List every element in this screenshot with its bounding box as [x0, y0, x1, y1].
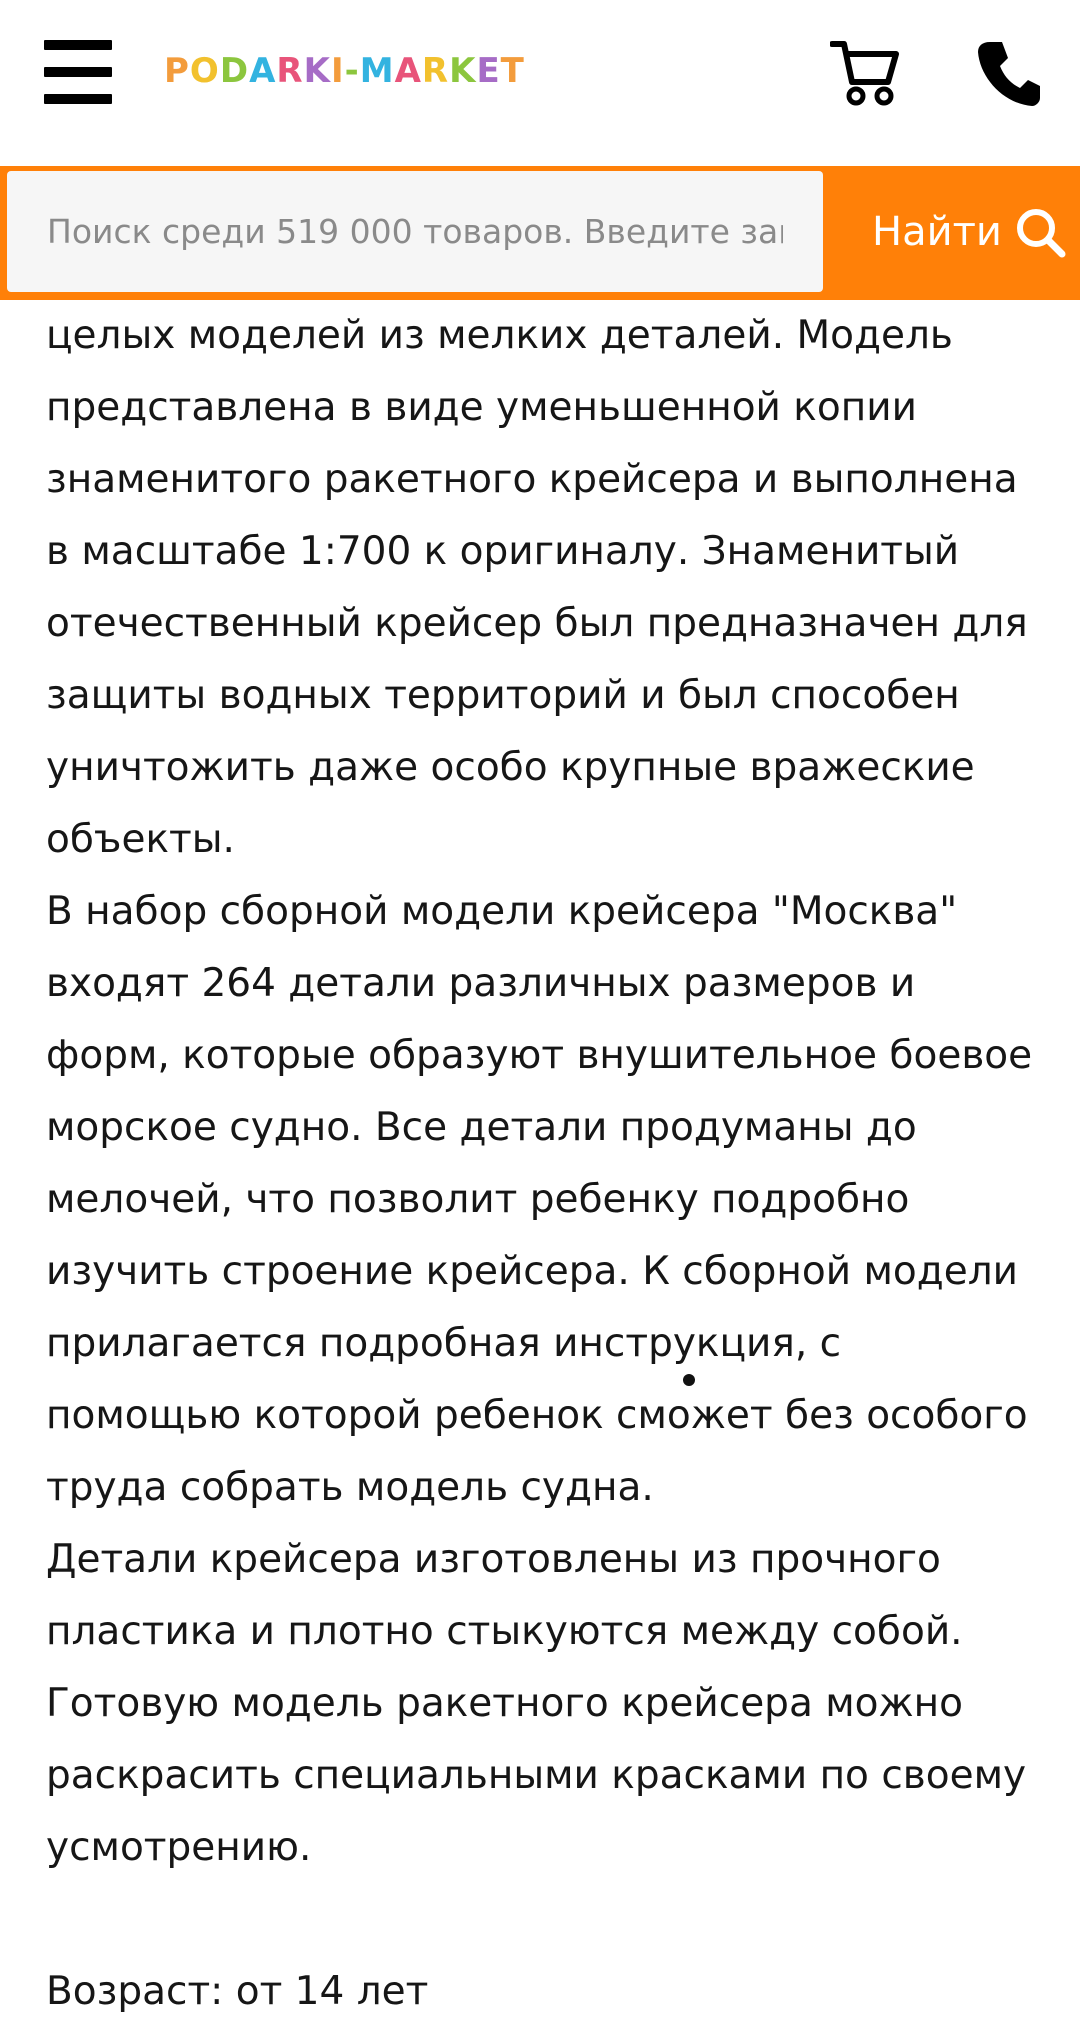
cart-icon[interactable] [830, 38, 900, 108]
search-input[interactable] [7, 171, 823, 292]
logo-letter: P [164, 51, 190, 91]
description-paragraph-2: В набор сборной модели крейсера "Москва" входят 264 детали различных размеров и форм, которые образуют внушительное боевое морское судно. Все детали продуманы до мелочей, что позволит ребенку подробно изучить строение крейсера. К сборной модели прилагается подробная инструкция, с помощью которой ребенок сможет без особого труда собрать модель судна. [46, 889, 1033, 1510]
logo-letter: E [476, 51, 501, 91]
phone-icon[interactable] [976, 38, 1042, 108]
search-button[interactable] [848, 171, 1080, 292]
logo-letter: A [394, 51, 422, 91]
logo-letter: R [421, 51, 450, 91]
logo-letter: R [276, 51, 304, 91]
touch-cursor-dot [683, 1374, 695, 1386]
search-bar [0, 166, 1080, 300]
top-header [0, 0, 1080, 166]
logo-letter: D [219, 51, 250, 91]
age-info: Возраст: от 14 лет [46, 1969, 429, 2014]
logo-letter: K [449, 51, 477, 91]
description-paragraph-3: Детали крейсера изготовлены из прочного пластика и плотно стыкуются между собой. Готовую модель ракетного крейсера можно раскрасить специальными красками по своему усмотрению. [46, 1537, 1027, 1870]
logo-letter: I [330, 51, 345, 91]
logo-letter: - [344, 51, 360, 91]
spacer [46, 1884, 1046, 1956]
description-paragraph-1: целых моделей из мелких деталей. Модель представлена в виде уменьшенной копии знаменитого ракетного крейсера и выполнена в масштабе 1:700 к оригиналу. Знаменитый отечественный крейсер был предназначен для защиты водных территорий и был способен уничтожить даже особо крупные вражеские объекты. [46, 313, 1028, 862]
logo-letter: O [189, 51, 220, 91]
logo-letter: A [249, 51, 277, 91]
logo-letter: M [359, 51, 395, 91]
logo-letter: K [303, 51, 331, 91]
logo-letter: T [500, 51, 525, 91]
hamburger-menu-icon[interactable] [44, 40, 112, 104]
product-description [46, 300, 1046, 2028]
site-logo[interactable] [164, 48, 525, 94]
search-icon [1014, 206, 1066, 258]
search-button-label: Найти [872, 208, 1002, 255]
